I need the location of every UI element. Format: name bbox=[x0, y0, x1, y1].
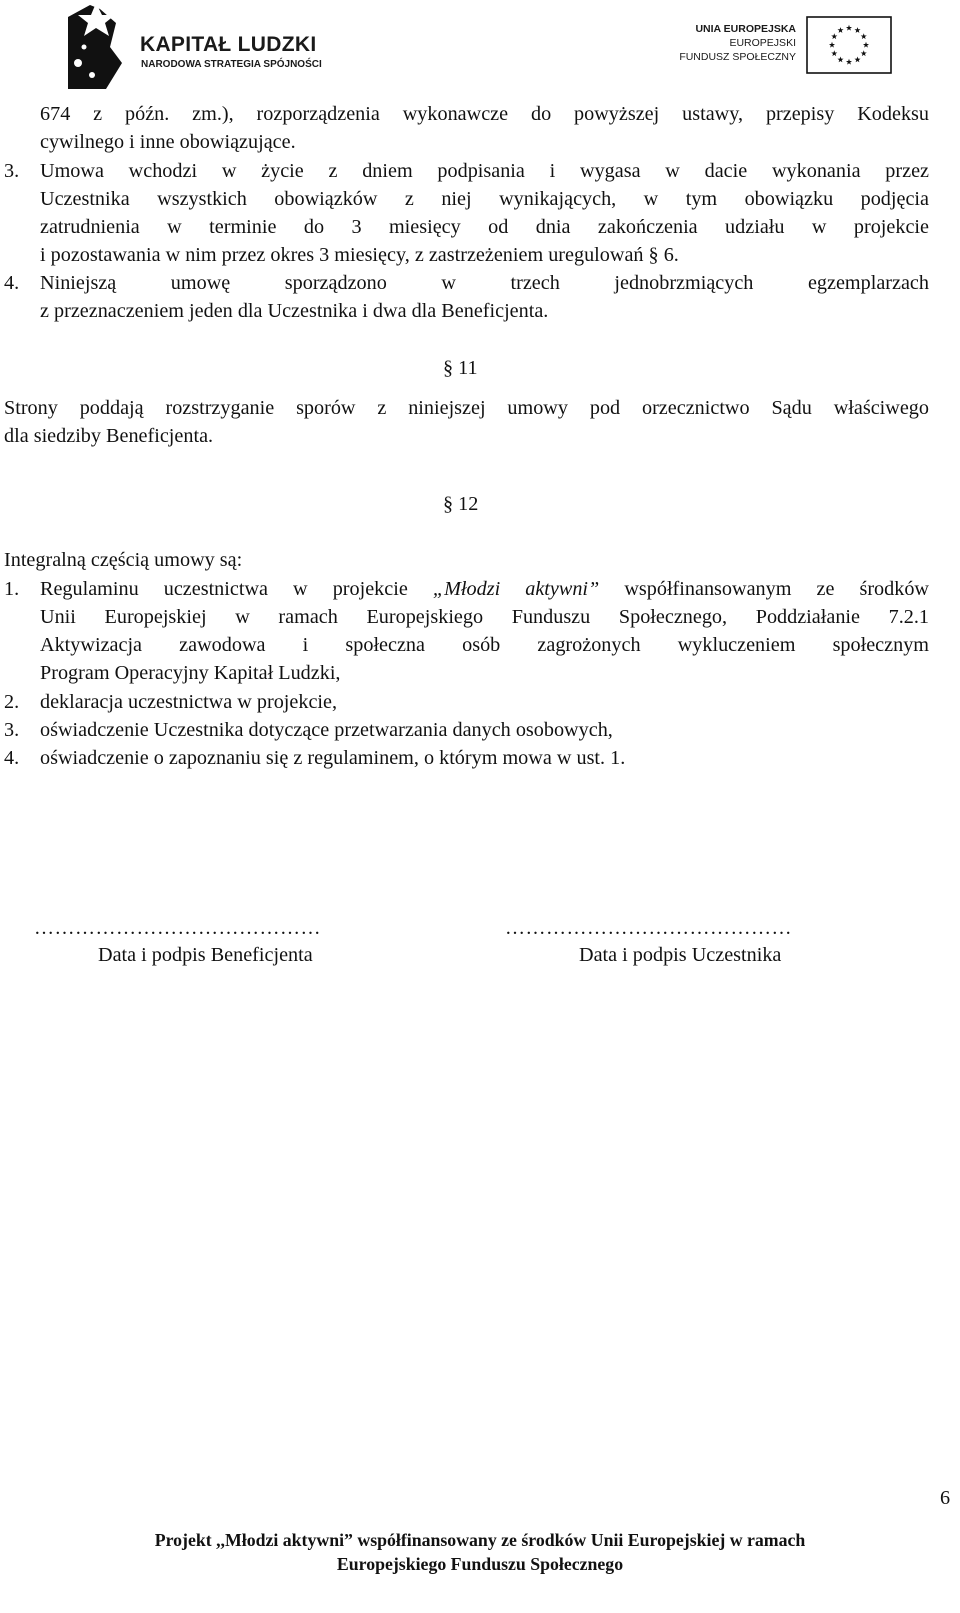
beneficiary-signature-label: Data i podpis Beneficjenta bbox=[98, 944, 313, 966]
item-3-line-1: Umowa wchodzi w życie z dniem podpisania i wygasa w dacie wykonania przez bbox=[40, 160, 929, 182]
attachment-2-line: deklaracja uczestnictwa w projekcie, bbox=[40, 691, 338, 713]
item-4-number: 4. bbox=[4, 272, 20, 294]
item-4-line-2: z przeznaczeniem jeden dla Uczestnika i dwa dla Beneficjenta. bbox=[40, 300, 549, 322]
page-number: 6 bbox=[940, 1487, 951, 1509]
continuation-line-1: 674 z późn. zm.), rozporządzenia wykonawcze do powyższej ustawy, przepisy Kodeksu bbox=[40, 103, 929, 125]
attachment-4-line: oświadczenie o zapoznaniu się z regulaminem, o którym mowa w ust. 1. bbox=[40, 747, 626, 769]
eu-logo-line2: EUROPEJSKI bbox=[729, 37, 796, 49]
footer-line-1: Projekt ,,Młodzi aktywni” współfinansowany ze środków Unii Europejskiej w ramach bbox=[154, 1530, 806, 1550]
attachment-1-line-2: Unii Europejskiej w ramach Europejskiego Funduszu Społecznego, Poddziałanie 7.2.1 bbox=[40, 606, 929, 628]
kapital-ludzki-title: KAPITAŁ LUDZKI bbox=[140, 33, 317, 56]
section-11-heading: § 11 bbox=[443, 357, 478, 379]
section-11-line-2: dla siedziby Beneficjenta. bbox=[4, 425, 214, 447]
kapital-ludzki-subtitle: NARODOWA STRATEGIA SPÓJNOŚCI bbox=[141, 59, 322, 70]
section-12-intro: Integralną częścią umowy są: bbox=[4, 549, 243, 571]
item-3-line-3: zatrudnienia w terminie do 3 miesięcy od dnia zakończenia udziału w projekcie bbox=[40, 216, 929, 238]
participant-signature-label: Data i podpis Uczestnika bbox=[579, 944, 782, 966]
section-11-line-1: Strony poddają rozstrzyganie sporów z niniejszej umowy pod orzecznictwo Sądu właściwego bbox=[4, 397, 929, 419]
section-12-heading: § 12 bbox=[443, 493, 479, 515]
attachment-1-number: 1. bbox=[4, 578, 20, 600]
eu-flag-icon bbox=[806, 16, 892, 74]
attachment-4-number: 4. bbox=[4, 747, 20, 769]
project-name-italic: „Młodzi aktywni” bbox=[432, 578, 600, 600]
attachment-2-number: 2. bbox=[4, 691, 20, 713]
kapital-ludzki-logo bbox=[66, 3, 346, 91]
attachment-1-line-1-b: współfinansowanym ze środków bbox=[599, 578, 929, 600]
item-3-number: 3. bbox=[4, 160, 20, 182]
item-3-line-4: i pozostawania w nim przez okres 3 miesięcy, z zastrzeżeniem uregulowań § 6. bbox=[40, 244, 679, 266]
attachment-3-line: oświadczenie Uczestnika dotyczące przetwarzania danych osobowych, bbox=[40, 719, 613, 741]
footer-line-2: Europejskiego Funduszu Społecznego bbox=[336, 1554, 624, 1574]
item-3-line-2: Uczestnika wszystkich obowiązków z niej wynikających, w tym obowiązku podjęcia bbox=[40, 188, 929, 210]
attachment-1-line-1-a: Regulaminu uczestnictwa w projekcie bbox=[40, 578, 433, 600]
continuation-line-2: cywilnego i inne obowiązujące. bbox=[40, 131, 296, 153]
eu-logo bbox=[660, 16, 892, 74]
attachment-1-line-4: Program Operacyjny Kapitał Ludzki, bbox=[40, 662, 341, 684]
attachment-1-line-3: Aktywizacja zawodowa i społeczna osób zagrożonych wykluczeniem społecznym bbox=[40, 634, 929, 656]
eu-logo-line3: FUNDUSZ SPOŁECZNY bbox=[679, 51, 796, 63]
item-4-line-1: Niniejszą umowę sporządzono w trzech jednobrzmiących egzemplarzach bbox=[40, 272, 929, 294]
beneficiary-signature-dots: …………………………………… bbox=[34, 917, 321, 939]
eu-logo-line1: UNIA EUROPEJSKA bbox=[695, 23, 796, 35]
kapital-ludzki-emblem-icon bbox=[66, 3, 128, 89]
page-header bbox=[0, 0, 960, 95]
attachment-1-line-1 bbox=[40, 575, 929, 604]
attachment-3-number: 3. bbox=[4, 719, 20, 741]
participant-signature-dots: …………………………………… bbox=[505, 917, 792, 939]
eu-logo-text bbox=[679, 22, 796, 64]
